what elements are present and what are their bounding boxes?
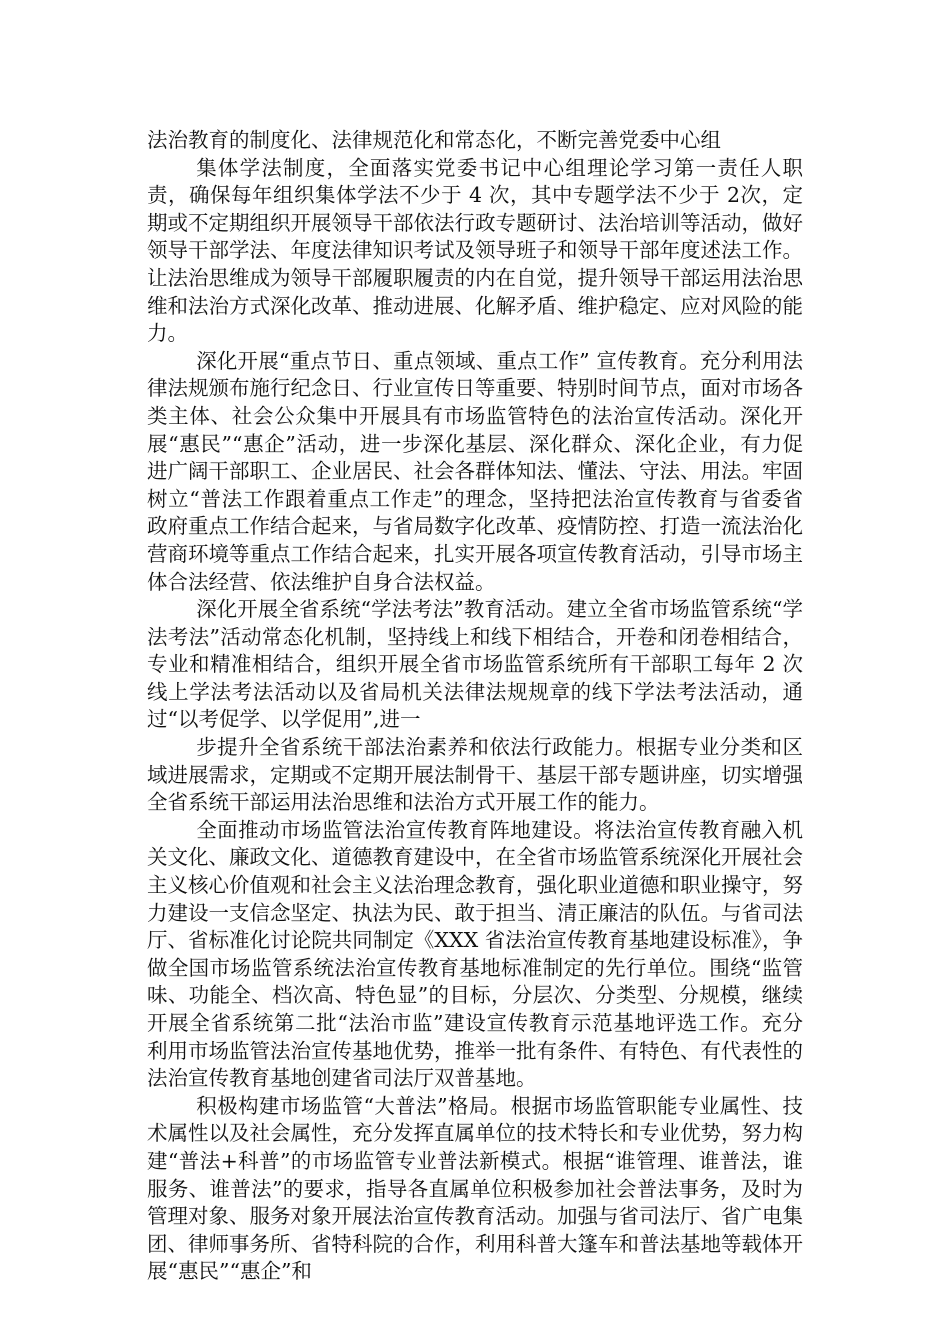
paragraph-6: 全面推动市场监管法治宣传教育阵地建设。将法治宣传教育融入机关文化、廉政文化、道德教育建设中，在全省市场监管系统深化开展社会主义核心价值观和社会主义法治理念教育，强化职业道德和职业操守，努力建设一支信念坚定、执法为民、敢于担当、清正廉洁的队伍。与省司法厅、省标准化讨论院共同制定《XXX 省法治宣传教育基地建设标准》，争做全国市场监管系统法治宣传教育基地标准制定的先行单位。围绕“监管味、功能全、档次高、特色显”的目标，分层次、分类型、分规模，继续开展全省系统第二批“法治市监”建设宣传教育示范基地评选工作。充分利用市场监管法治宣传基地优势，推举一批有条件、有特色、有代表性的法治宣传教育基地创建省司法厅双普基地。: [147, 817, 803, 1091]
document-page: [147, 127, 803, 1286]
paragraph-5: 步提升全省系统干部法治素养和依法行政能力。根据专业分类和区域进展需求，定期或不定期开展法制骨干、基层干部专题讲座，切实增强全省系统干部运用法治思维和法治方式开展工作的能力。: [147, 735, 803, 815]
paragraph-7: 积极构建市场监管“大普法”格局。根据市场监管职能专业属性、技术属性以及社会属性，充分发挥直属单位的技术特长和专业优势，努力构建“普法+科普”的市场监管专业普法新模式。根据“谁管理、谁普法，谁服务、谁普法”的要求，指导各直属单位积极参加社会普法事务，及时为管理对象、服务对象开展法治宣传教育活动。加强与省司法厅、省广电集团、律师事务所、省特科院的合作，利用科普大篷车和普法基地等载体开展“惠民”“惠企”和: [147, 1093, 803, 1284]
paragraph-3: 深化开展“重点节日、重点领域、重点工作” 宣传教育。充分利用法律法规颁布施行纪念日、行业宣传日等重要、特别时间节点，面对市场各类主体、社会公众集中开展具有市场监管特色的法治宣传活动。深化开展“惠民”“惠企”活动，进一步深化基层、深化群众、深化企业，有力促进广阔干部职工、企业居民、社会各群体知法、懂法、守法、用法。牢固树立“普法工作跟着重点工作走”的理念，坚持把法治宣传教育与省委省政府重点工作结合起来，与省局数字化改革、疫情防控、打造一流法治化营商环境等重点工作结合起来，扎实开展各项宣传教育活动，引导市场主体合法经营、依法维护自身合法权益。: [147, 348, 803, 594]
paragraph-2: 集体学法制度，全面落实党委书记中心组理论学习第一责任人职责，确保每年组织集体学法不少于 4 次，其中专题学法不少于 2次，定期或不定期组织开展领导干部依法行政专题研讨、法治培训等活动，做好领导干部学法、年度法律知识考试及领导班子和领导干部年度述法工作。让法治思维成为领导干部履职履责的内在自觉，提升领导干部运用法治思维和法治方式深化改革、推动进展、化解矛盾、维护稳定、应对风险的能力。: [147, 155, 803, 346]
paragraph-1: 法治教育的制度化、法律规范化和常态化，不断完善党委中心组: [147, 128, 721, 152]
paragraph-4: 深化开展全省系统“学法考法”教育活动。建立全省市场监管系统“学法考法”活动常态化机制，坚持线上和线下相结合，开卷和闭卷相结合，专业和精准相结合，组织开展全省市场监管系统所有干部职工每年 2 次线上学法考法活动以及省局机关法律法规规章的线下学法考法活动，通过“以考促学、以学促用”,进一: [147, 597, 803, 732]
